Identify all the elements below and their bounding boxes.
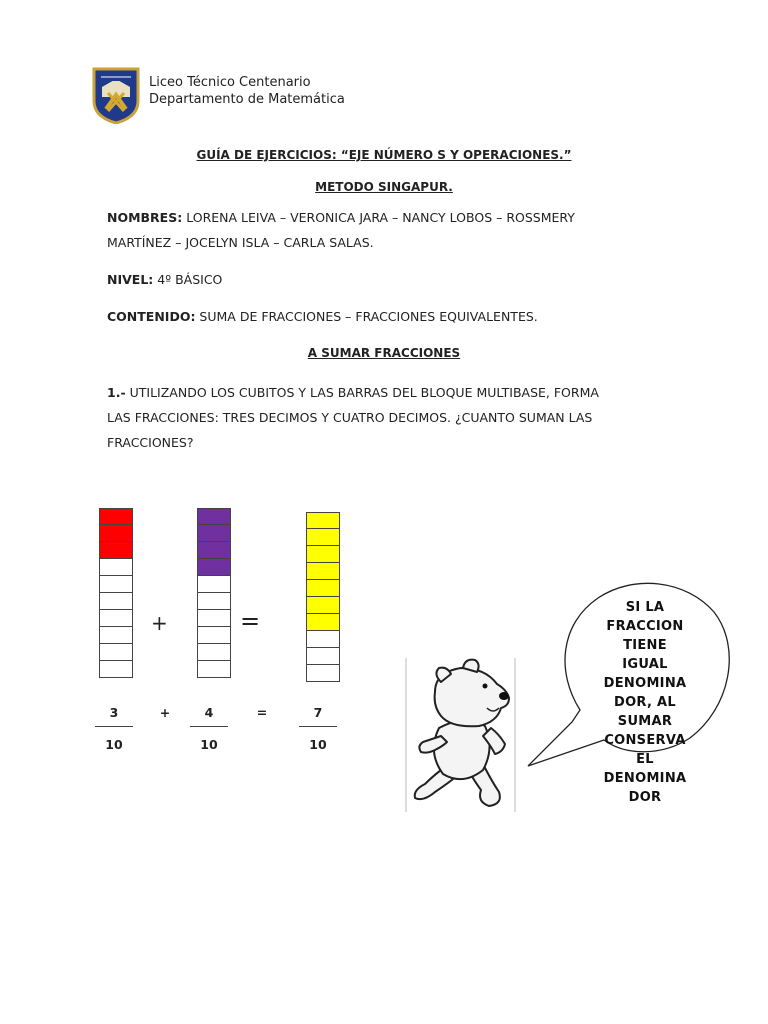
content-value: SUMA DE FRACCIONES – FRACCIONES EQUIVALENTES. xyxy=(195,309,538,324)
fraction-bar-purple xyxy=(197,508,231,678)
fraction-b-denominator: 10 xyxy=(200,737,218,752)
names-line-1: LORENA LEIVA – VERONICA JARA – NANCY LOBOS – ROSSMERY xyxy=(182,210,575,225)
bar-cell-empty xyxy=(99,644,133,661)
fraction-bar-red xyxy=(99,508,133,678)
exercise-1 xyxy=(107,380,667,455)
content-line xyxy=(107,304,667,329)
fraction-c-denominator: 10 xyxy=(309,737,327,752)
bubble-text xyxy=(596,598,694,807)
level-value: 4º BÁSICO xyxy=(153,272,223,287)
fraction-plus-sign: + xyxy=(159,705,171,720)
section-title: A SUMAR FRACCIONES xyxy=(307,346,461,360)
bar-cell-filled xyxy=(306,529,340,546)
bar-cell-filled xyxy=(306,614,340,631)
bar-cell-filled xyxy=(197,508,231,525)
bubble-line: SUMAR xyxy=(617,714,673,729)
school-crest-logo xyxy=(92,67,140,124)
level-line xyxy=(107,267,667,292)
bar-cell-empty xyxy=(197,610,231,627)
exercise-line-1: UTILIZANDO LOS CUBITOS Y LAS BARRAS DEL BLOQUE MULTIBASE, FORMA xyxy=(125,385,599,400)
document-title: GUÍA DE EJERCICIOS: “EJE NÚMERO S Y OPERACIONES.” xyxy=(196,148,572,162)
fraction-a-denominator: 10 xyxy=(105,737,123,752)
bubble-line: FRACCION xyxy=(606,619,684,634)
school-name: Liceo Técnico Centenario xyxy=(149,75,311,90)
content-label: CONTENIDO: xyxy=(107,309,196,324)
bar-cell-filled xyxy=(99,542,133,559)
bar-cell-empty xyxy=(99,559,133,576)
bar-cell-filled xyxy=(306,580,340,597)
fraction-equals-sign: = xyxy=(256,705,268,720)
bubble-line: DENOMINA xyxy=(603,771,687,786)
bar-equals-sign: = xyxy=(240,607,261,635)
bar-cell-filled xyxy=(197,559,231,576)
bubble-line: DOR, AL xyxy=(613,695,676,710)
bar-cell-filled xyxy=(197,542,231,559)
bar-cell-empty xyxy=(197,593,231,610)
bar-cell-empty xyxy=(197,576,231,593)
names-line-2: MARTÍNEZ – JOCELYN ISLA – CARLA SALAS. xyxy=(107,235,374,250)
bubble-line: DOR xyxy=(628,790,662,805)
bar-cell-empty xyxy=(306,665,340,682)
bubble-line: EL xyxy=(636,752,654,767)
bar-cell-empty xyxy=(197,661,231,678)
fraction-c-bar xyxy=(299,726,337,727)
fraction-c-numerator: 7 xyxy=(313,705,323,720)
bar-cell-empty xyxy=(99,610,133,627)
bar-cell-filled xyxy=(99,508,133,525)
fraction-a-bar xyxy=(95,726,133,727)
bar-cell-filled xyxy=(306,563,340,580)
bar-cell-filled xyxy=(306,546,340,563)
bar-cell-filled xyxy=(306,512,340,529)
walking-bear-illustration xyxy=(405,656,517,814)
bubble-line: DENOMINA xyxy=(603,676,687,691)
level-label: NIVEL: xyxy=(107,272,154,287)
fraction-b-bar xyxy=(190,726,228,727)
bar-cell-empty xyxy=(306,648,340,665)
bar-cell-empty xyxy=(99,661,133,678)
bar-cell-filled xyxy=(197,525,231,542)
department-name: Departamento de Matemática xyxy=(149,92,345,107)
bubble-line: CONSERVA xyxy=(604,733,686,748)
names-paragraph xyxy=(107,205,667,255)
bar-cell-empty xyxy=(99,576,133,593)
bubble-line: IGUAL xyxy=(622,657,668,672)
bar-cell-empty xyxy=(197,627,231,644)
names-label: NOMBRES: xyxy=(107,210,183,225)
bubble-line: TIENE xyxy=(623,638,667,653)
bar-cell-empty xyxy=(306,631,340,648)
fraction-b-numerator: 4 xyxy=(204,705,214,720)
bar-cell-empty xyxy=(99,627,133,644)
exercise-number: 1.- xyxy=(107,385,126,400)
bar-cell-filled xyxy=(306,597,340,614)
bubble-line: SI LA xyxy=(625,600,665,615)
bar-plus-sign: + xyxy=(151,611,168,635)
bar-cell-filled xyxy=(99,525,133,542)
fraction-a-numerator: 3 xyxy=(109,705,119,720)
school-header xyxy=(149,74,345,108)
exercise-line-2: LAS FRACCIONES: TRES DECIMOS Y CUATRO DECIMOS. ¿CUANTO SUMAN LAS xyxy=(107,410,593,425)
document-subtitle: METODO SINGAPUR. xyxy=(315,180,453,194)
bar-cell-empty xyxy=(197,644,231,661)
bar-cell-empty xyxy=(99,593,133,610)
fraction-bar-yellow xyxy=(306,512,340,682)
exercise-line-3: FRACCIONES? xyxy=(107,435,194,450)
